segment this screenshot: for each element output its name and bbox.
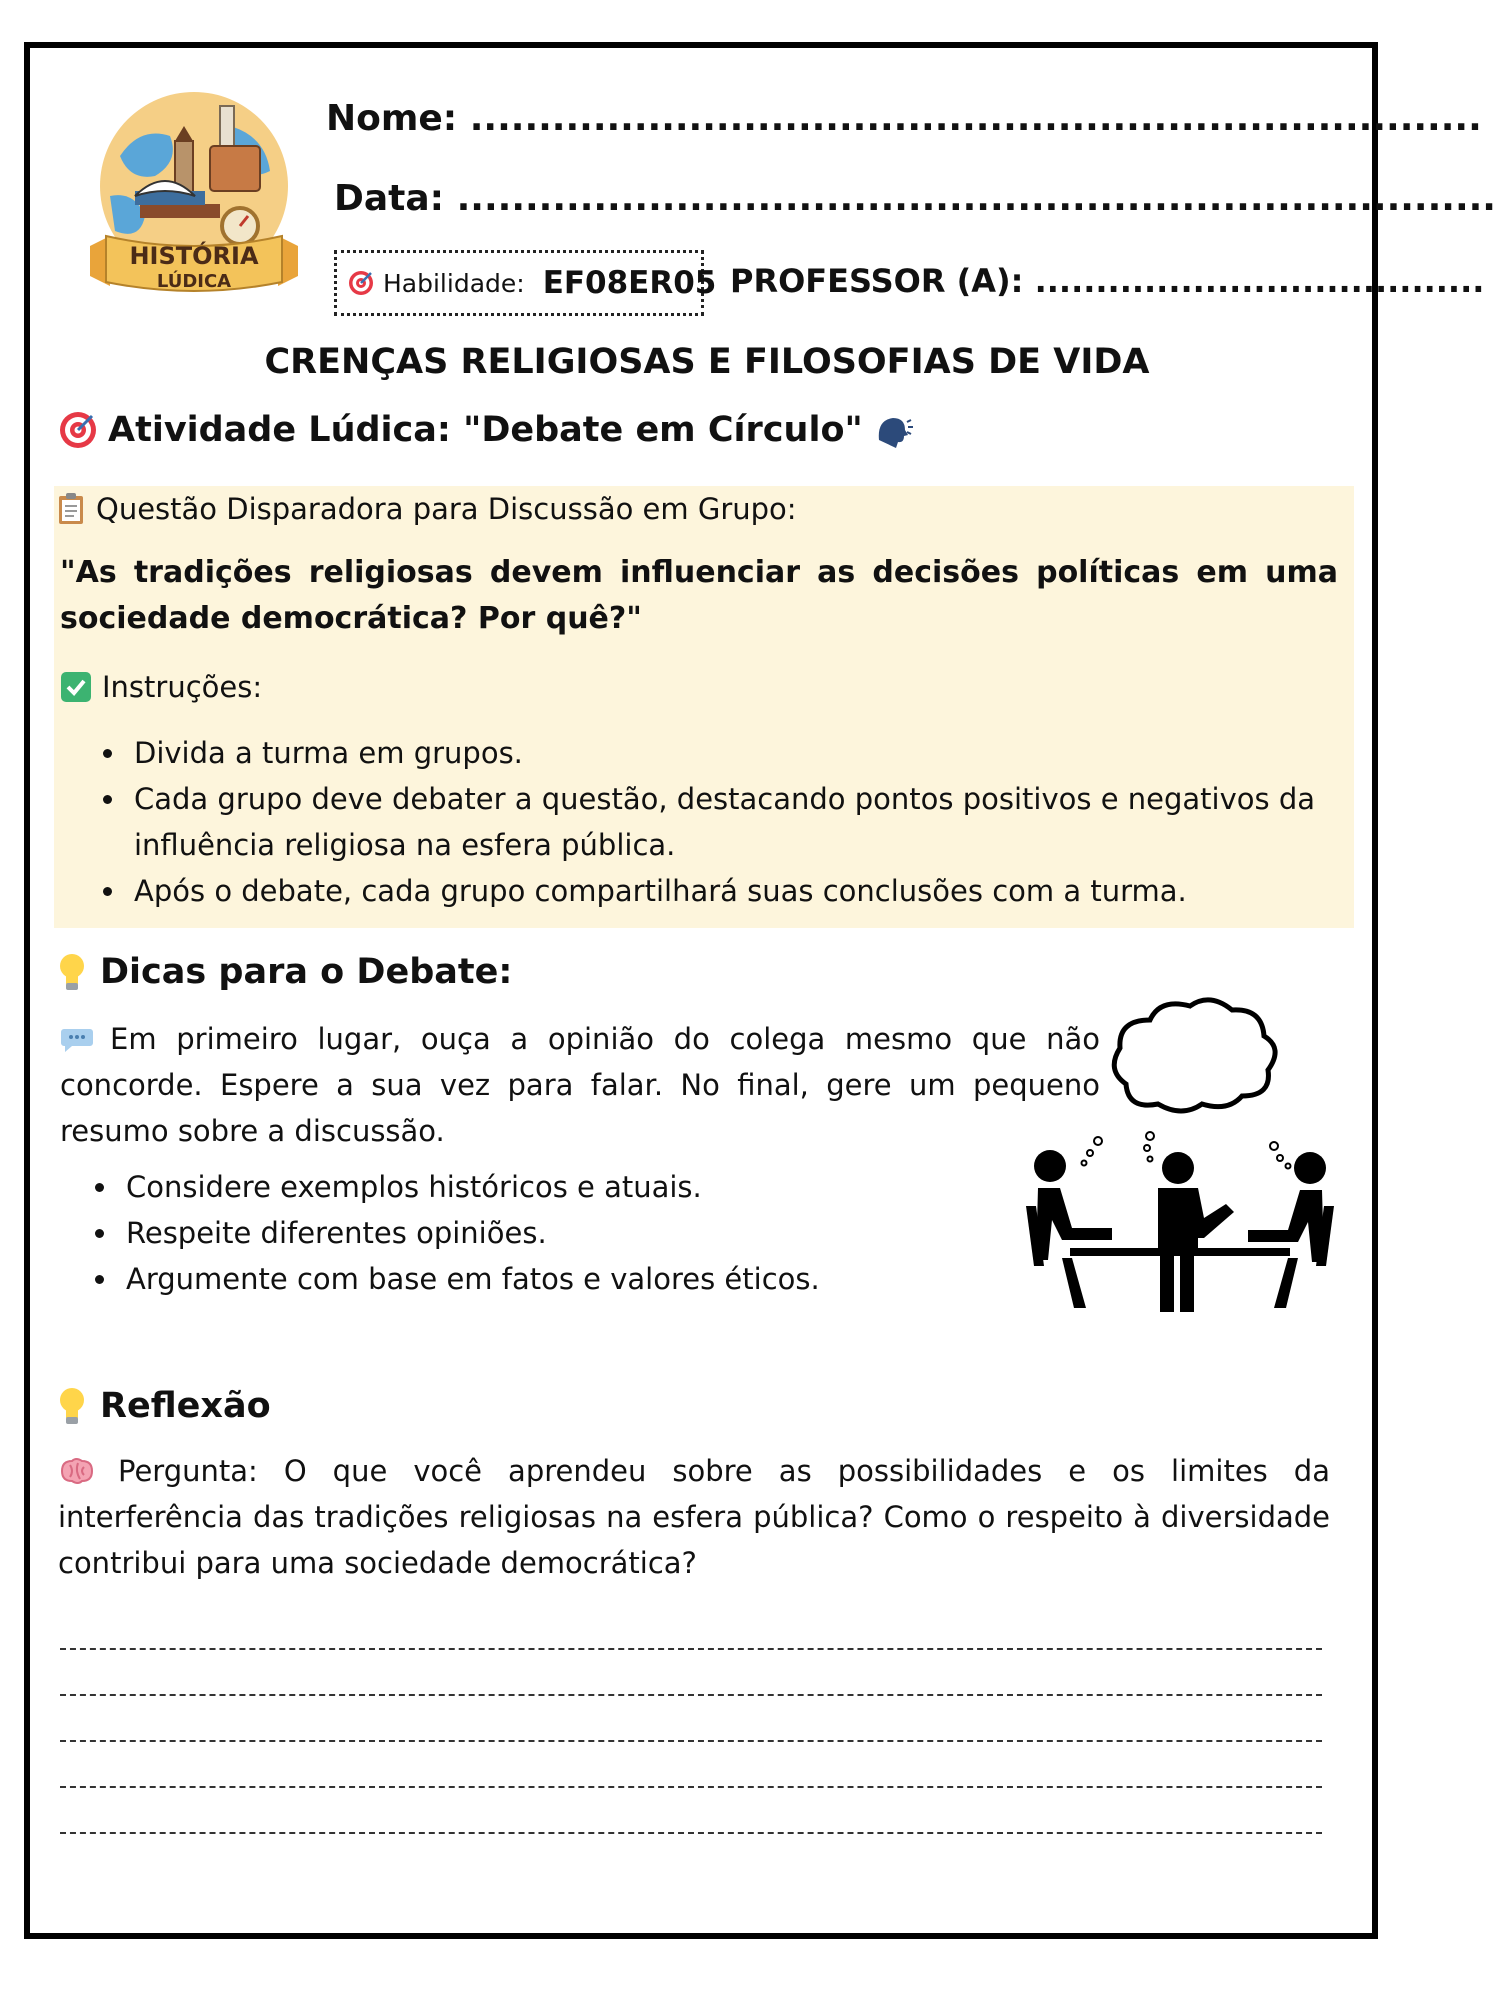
question-heading-row	[56, 486, 797, 532]
speaking-head-icon	[873, 410, 913, 450]
speech-balloon-icon	[60, 1025, 94, 1053]
skill-box	[334, 250, 717, 316]
skill-code: EF08ER05	[542, 265, 717, 301]
activity-title-row	[58, 410, 913, 450]
light-bulb-icon	[58, 952, 86, 992]
answer-line[interactable]	[60, 1740, 1322, 1742]
tips-title-row	[58, 952, 512, 992]
name-label: Nome:	[326, 98, 458, 139]
check-mark-icon	[60, 671, 92, 703]
name-field[interactable]	[326, 98, 1482, 139]
answer-line[interactable]	[60, 1694, 1322, 1696]
list-item: • Argumente com base em fatos e valores éticos.	[120, 1256, 1020, 1302]
list-item: • Considere exemplos históricos e atuais.	[120, 1164, 1020, 1210]
list-item: • Respeite diferentes opiniões.	[120, 1210, 1020, 1256]
brain-icon	[58, 1457, 94, 1485]
question-heading: Questão Disparadora para Discussão em Grupo:	[96, 492, 797, 526]
teacher-label: PROFESSOR (A):	[730, 262, 1024, 300]
reflection-title: Reflexão	[100, 1386, 271, 1426]
debate-illustration	[1010, 996, 1350, 1332]
logo-text-ludica: LÚDICA	[156, 271, 232, 292]
date-dotted-line[interactable]: ............................................................................	[456, 178, 1496, 219]
question-text: "As tradições religiosas devem influenciar as decisões políticas em uma sociedade democrática? Por quê?"	[60, 555, 1338, 636]
instructions-heading-row	[60, 664, 262, 710]
target-icon	[58, 410, 98, 450]
skill-label: Habilidade:	[383, 268, 525, 298]
logo-text-historia: HISTÓRIA	[129, 242, 259, 270]
tips-intro	[60, 1016, 1100, 1154]
reflection-title-row	[58, 1386, 271, 1426]
light-bulb-icon	[58, 1386, 86, 1426]
tips-title: Dicas para o Debate:	[100, 952, 513, 992]
teacher-field[interactable]	[730, 262, 1485, 300]
reflection-prompt-text: Pergunta: O que você aprendeu sobre as possibilidades e os limites da interferência das tradições religiosas na esfera pública? Como o respeito à diversidade contribui para uma sociedade democrática?	[58, 1454, 1330, 1580]
list-item: • Divida a turma em grupos.	[128, 730, 1416, 776]
instructions-list	[60, 730, 1416, 914]
historia-ludica-logo	[80, 86, 308, 308]
target-icon	[347, 269, 375, 297]
date-field[interactable]	[334, 178, 1496, 219]
tips-list	[52, 1164, 1020, 1302]
list-item: • Após o debate, cada grupo compartilhará suas conclusões com a turma.	[128, 868, 1416, 914]
date-label: Data:	[334, 178, 445, 219]
answer-line[interactable]	[60, 1786, 1322, 1788]
clipboard-icon	[56, 492, 86, 526]
activity-title: Atividade Lúdica: "Debate em Círculo"	[108, 410, 863, 450]
page-title: CRENÇAS RELIGIOSAS E FILOSOFIAS DE VIDA	[264, 342, 1150, 382]
tips-intro-text: Em primeiro lugar, ouça a opinião do colega mesmo que não concorde. Espere a sua vez para falar. No final, gere um pequeno resumo sobre a discussão.	[60, 1022, 1100, 1148]
reflection-prompt	[58, 1448, 1330, 1586]
answer-line[interactable]	[60, 1832, 1322, 1834]
list-item: • Cada grupo deve debater a questão, destacando pontos positivos e negativos da influência religiosa na esfera pública.	[128, 776, 1416, 868]
name-dotted-line[interactable]: ..........................................................................	[469, 98, 1482, 139]
answer-line[interactable]	[60, 1648, 1322, 1650]
teacher-dotted-line[interactable]: .....................................	[1034, 262, 1485, 300]
instructions-heading: Instruções:	[102, 670, 263, 704]
